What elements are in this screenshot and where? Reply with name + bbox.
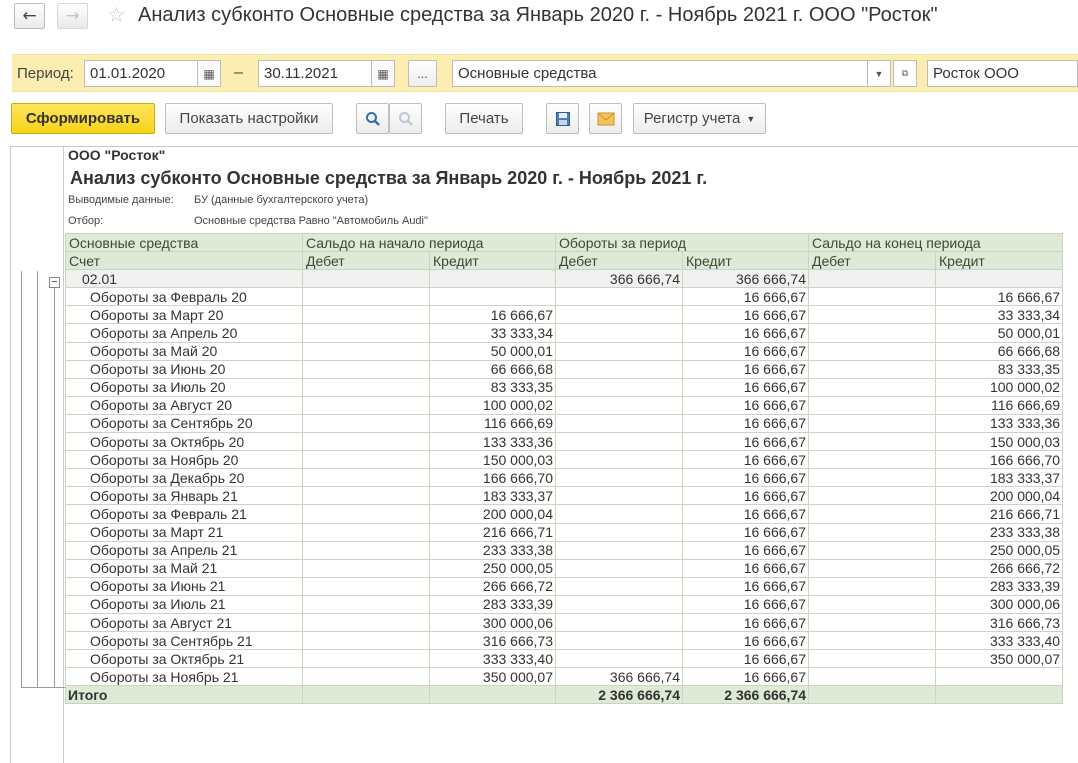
row-value-ec: 66 666,68 <box>936 342 1063 360</box>
row-value-td <box>556 469 683 487</box>
row-period-name: Обороты за Июль 21 <box>66 595 303 613</box>
table-row[interactable] <box>66 559 1063 577</box>
row-value-tc: 16 666,67 <box>683 541 809 559</box>
row-value-sd <box>303 559 430 577</box>
table-row[interactable] <box>66 360 1063 378</box>
row-value-tc: 16 666,67 <box>683 451 809 469</box>
organization-input[interactable]: Росток ООО <box>927 60 1078 87</box>
row-value-ed <box>809 559 936 577</box>
row-value-ed <box>809 487 936 505</box>
cell <box>936 686 1063 704</box>
output-label: Выводимые данные: <box>68 194 174 206</box>
back-button[interactable] <box>14 3 45 29</box>
table-row[interactable] <box>66 595 1063 613</box>
row-value-sd <box>303 595 430 613</box>
row-period-name: Обороты за Декабрь 20 <box>66 469 303 487</box>
table-row[interactable] <box>66 414 1063 432</box>
row-value-tc: 16 666,67 <box>683 523 809 541</box>
row-value-td <box>556 523 683 541</box>
report-sheet[interactable] <box>10 146 1078 763</box>
row-period-name: Обороты за Август 20 <box>66 396 303 414</box>
table-row[interactable] <box>66 668 1063 686</box>
group-turn-credit: 366 666,74 <box>683 270 809 288</box>
group-line <box>54 288 55 688</box>
row-value-sd <box>303 469 430 487</box>
row-value-ec: 133 333,36 <box>936 414 1063 432</box>
row-value-td <box>556 613 683 631</box>
calendar-icon: ▦ <box>203 66 215 81</box>
row-value-tc: 16 666,67 <box>683 306 809 324</box>
row-value-sc: 333 333,40 <box>430 650 556 668</box>
row-value-td <box>556 342 683 360</box>
row-value-ec: 233 333,38 <box>936 523 1063 541</box>
row-value-sc: 316 666,73 <box>430 632 556 650</box>
row-value-ed <box>809 541 936 559</box>
row-value-tc: 16 666,67 <box>683 632 809 650</box>
row-value-tc: 16 666,67 <box>683 396 809 414</box>
row-value-ec: 283 333,39 <box>936 577 1063 595</box>
row-value-sd <box>303 613 430 631</box>
row-value-ed <box>809 324 936 342</box>
row-value-tc: 16 666,67 <box>683 650 809 668</box>
row-value-ec: 350 000,07 <box>936 650 1063 668</box>
period-label: Период: <box>17 65 74 82</box>
register-label: Регистр учета <box>643 110 741 127</box>
calendar-from-button[interactable] <box>197 60 221 87</box>
period-dash: – <box>234 64 243 81</box>
row-value-ec: 200 000,04 <box>936 487 1063 505</box>
envelope-icon <box>597 112 615 126</box>
row-value-ec: 216 666,71 <box>936 505 1063 523</box>
table-row[interactable] <box>66 505 1063 523</box>
header-row-1 <box>66 234 1063 252</box>
row-value-sc: 200 000,04 <box>430 505 556 523</box>
row-value-td <box>556 360 683 378</box>
row-value-ec: 16 666,67 <box>936 288 1063 306</box>
row-value-ec: 150 000,03 <box>936 433 1063 451</box>
cancel-search-button[interactable] <box>389 103 422 134</box>
row-value-td <box>556 577 683 595</box>
row-period-name: Обороты за Июнь 20 <box>66 360 303 378</box>
row-value-sc <box>430 288 556 306</box>
row-value-sc: 300 000,06 <box>430 613 556 631</box>
row-value-sc: 233 333,38 <box>430 541 556 559</box>
row-value-sc: 83 333,35 <box>430 378 556 396</box>
col-header-turnover: Обороты за период <box>556 234 809 252</box>
chevron-down-icon: ▼ <box>746 113 756 124</box>
row-value-sd <box>303 433 430 451</box>
row-period-name: Обороты за Февраль 20 <box>66 288 303 306</box>
row-value-tc: 16 666,67 <box>683 577 809 595</box>
table-row[interactable] <box>66 613 1063 631</box>
row-value-sd <box>303 523 430 541</box>
row-value-sd <box>303 360 430 378</box>
row-value-sc: 16 666,67 <box>430 306 556 324</box>
row-value-sd <box>303 324 430 342</box>
row-value-td <box>556 650 683 668</box>
row-value-sc: 350 000,07 <box>430 668 556 686</box>
row-value-ed <box>809 632 936 650</box>
filter-bar <box>12 54 1078 92</box>
window-title: Анализ субконто Основные средства за Январь 2020 г. - Ноябрь 2021 г. ООО "Росток" <box>138 4 938 26</box>
table-row[interactable] <box>66 433 1063 451</box>
table-row[interactable] <box>66 632 1063 650</box>
row-value-sd <box>303 378 430 396</box>
table-row[interactable] <box>66 451 1063 469</box>
row-value-ed <box>809 668 936 686</box>
row-period-name: Обороты за Май 21 <box>66 559 303 577</box>
row-value-ec: 116 666,69 <box>936 396 1063 414</box>
total-row <box>66 686 1063 704</box>
row-value-tc: 16 666,67 <box>683 360 809 378</box>
group-line <box>21 271 22 688</box>
row-value-sd <box>303 306 430 324</box>
cell <box>430 686 556 704</box>
row-value-tc: 16 666,67 <box>683 378 809 396</box>
row-value-td <box>556 451 683 469</box>
group-account: 02.01 <box>66 270 303 288</box>
row-value-ec: 316 666,73 <box>936 613 1063 631</box>
row-value-sc: 183 333,37 <box>430 487 556 505</box>
search-button[interactable] <box>356 103 389 134</box>
row-value-sd <box>303 668 430 686</box>
row-value-tc: 16 666,67 <box>683 487 809 505</box>
col-header-credit: Кредит <box>936 252 1063 270</box>
col-header-debit: Дебет <box>809 252 936 270</box>
row-period-name: Обороты за Июнь 21 <box>66 577 303 595</box>
cancel-search-icon <box>398 111 414 127</box>
row-value-ed <box>809 414 936 432</box>
search-icon <box>365 111 381 127</box>
row-period-name: Обороты за Март 21 <box>66 523 303 541</box>
cell <box>303 270 430 288</box>
row-value-td <box>556 487 683 505</box>
subconto-dropdown-button[interactable] <box>867 60 891 87</box>
row-value-td <box>556 541 683 559</box>
title-bar <box>0 0 1078 32</box>
row-value-sc: 50 000,01 <box>430 342 556 360</box>
row-value-sc: 33 333,34 <box>430 324 556 342</box>
col-header-debit: Дебет <box>556 252 683 270</box>
row-value-sd <box>303 577 430 595</box>
table-row[interactable] <box>66 306 1063 324</box>
row-period-name: Обороты за Август 21 <box>66 613 303 631</box>
cell <box>809 270 936 288</box>
row-value-td <box>556 595 683 613</box>
row-period-name: Обороты за Ноябрь 20 <box>66 451 303 469</box>
table-row[interactable] <box>66 396 1063 414</box>
row-value-tc: 16 666,67 <box>683 324 809 342</box>
row-value-ec: 50 000,01 <box>936 324 1063 342</box>
row-value-ed <box>809 288 936 306</box>
total-turn-debit: 2 366 666,74 <box>556 686 683 704</box>
row-value-ec: 250 000,05 <box>936 541 1063 559</box>
row-value-ec <box>936 668 1063 686</box>
print-button[interactable]: Печать <box>445 103 523 134</box>
row-value-tc: 16 666,67 <box>683 559 809 577</box>
group-line <box>37 271 38 688</box>
row-value-tc: 16 666,67 <box>683 433 809 451</box>
row-value-ec: 83 333,35 <box>936 360 1063 378</box>
group-row[interactable] <box>66 270 1063 288</box>
calendar-to-button[interactable] <box>371 60 395 87</box>
row-value-td <box>556 306 683 324</box>
cell <box>303 686 430 704</box>
row-value-ed <box>809 613 936 631</box>
total-label: Итого <box>66 686 303 704</box>
col-header-credit: Кредит <box>683 252 809 270</box>
row-value-td <box>556 288 683 306</box>
table-row[interactable] <box>66 487 1063 505</box>
filter-label: Отбор: <box>68 215 104 227</box>
col-header-debit: Дебет <box>303 252 430 270</box>
table-row[interactable] <box>66 342 1063 360</box>
row-period-name: Обороты за Май 20 <box>66 342 303 360</box>
row-value-sd <box>303 342 430 360</box>
table-row[interactable] <box>66 650 1063 668</box>
output-value: БУ (данные бухгалтерского учета) <box>194 194 369 206</box>
row-period-name: Обороты за Сентябрь 21 <box>66 632 303 650</box>
row-value-td <box>556 433 683 451</box>
row-value-sd <box>303 288 430 306</box>
row-value-ed <box>809 342 936 360</box>
row-value-ed <box>809 469 936 487</box>
row-period-name: Обороты за Июль 20 <box>66 378 303 396</box>
row-value-ed <box>809 451 936 469</box>
row-value-sd <box>303 451 430 469</box>
row-value-sc: 66 666,68 <box>430 360 556 378</box>
row-value-td <box>556 559 683 577</box>
row-value-ed <box>809 523 936 541</box>
row-value-tc: 16 666,67 <box>683 595 809 613</box>
row-value-sd <box>303 414 430 432</box>
col-header-account: Счет <box>66 252 303 270</box>
subconto-select[interactable]: Основные средства <box>452 60 868 87</box>
row-value-ed <box>809 360 936 378</box>
row-value-sc: 250 000,05 <box>430 559 556 577</box>
cell <box>936 270 1063 288</box>
row-value-tc: 16 666,67 <box>683 668 809 686</box>
row-value-td <box>556 324 683 342</box>
row-value-sd <box>303 396 430 414</box>
row-period-name: Обороты за Январь 21 <box>66 487 303 505</box>
generate-button[interactable]: Сформировать <box>11 103 155 134</box>
command-bar <box>0 103 1078 136</box>
row-value-sc: 216 666,71 <box>430 523 556 541</box>
cell <box>809 686 936 704</box>
row-value-td <box>556 505 683 523</box>
row-value-ec: 33 333,34 <box>936 306 1063 324</box>
row-value-ec: 266 666,72 <box>936 559 1063 577</box>
row-value-td <box>556 414 683 432</box>
row-value-sd <box>303 487 430 505</box>
open-window-icon: ⧉ <box>901 68 909 78</box>
row-value-tc: 16 666,67 <box>683 414 809 432</box>
total-turn-credit: 2 366 666,74 <box>683 686 809 704</box>
row-value-ed <box>809 505 936 523</box>
row-value-td <box>556 396 683 414</box>
row-value-ed <box>809 650 936 668</box>
row-period-name: Обороты за Февраль 21 <box>66 505 303 523</box>
report-title: Анализ субконто Основные средства за Январь 2020 г. - Ноябрь 2021 г. <box>70 168 708 188</box>
row-value-sd <box>303 632 430 650</box>
row-value-ec: 333 333,40 <box>936 632 1063 650</box>
row-period-name: Обороты за Сентябрь 20 <box>66 414 303 432</box>
select-period-button[interactable]: ... <box>408 60 437 87</box>
row-period-name: Обороты за Ноябрь 21 <box>66 668 303 686</box>
row-value-sc: 150 000,03 <box>430 451 556 469</box>
star-icon[interactable]: ☆ <box>107 3 126 27</box>
row-value-td: 366 666,74 <box>556 668 683 686</box>
col-header-credit: Кредит <box>430 252 556 270</box>
row-value-tc: 16 666,67 <box>683 288 809 306</box>
table-row[interactable] <box>66 577 1063 595</box>
col-header-end-balance: Сальдо на конец периода <box>809 234 1063 252</box>
row-value-td <box>556 378 683 396</box>
grouping-gutter-divider <box>63 147 64 763</box>
row-period-name: Обороты за Октябрь 21 <box>66 650 303 668</box>
row-value-ed <box>809 378 936 396</box>
report-table <box>65 233 1063 704</box>
row-value-ec: 166 666,70 <box>936 451 1063 469</box>
row-value-ed <box>809 433 936 451</box>
col-header-asset: Основные средства <box>66 234 303 252</box>
calendar-icon: ▦ <box>377 66 389 81</box>
row-period-name: Обороты за Апрель 21 <box>66 541 303 559</box>
row-value-sd <box>303 505 430 523</box>
header-row-2 <box>66 252 1063 270</box>
chevron-down-icon: ▼ <box>874 68 884 79</box>
row-value-sc: 116 666,69 <box>430 414 556 432</box>
row-value-td <box>556 632 683 650</box>
row-value-sc: 283 333,39 <box>430 595 556 613</box>
forward-button[interactable] <box>57 3 88 29</box>
row-value-ed <box>809 595 936 613</box>
table-row[interactable] <box>66 288 1063 306</box>
row-value-ec: 183 333,37 <box>936 469 1063 487</box>
report-org: ООО "Росток" <box>68 147 166 163</box>
table-row[interactable] <box>66 378 1063 396</box>
row-value-tc: 16 666,67 <box>683 613 809 631</box>
group-turn-debit: 366 666,74 <box>556 270 683 288</box>
row-value-ed <box>809 577 936 595</box>
date-from-input[interactable]: 01.01.2020 <box>84 60 198 87</box>
row-value-sc: 166 666,70 <box>430 469 556 487</box>
table-row[interactable] <box>66 523 1063 541</box>
table-row[interactable] <box>66 541 1063 559</box>
save-button[interactable] <box>546 103 579 134</box>
row-value-ec: 300 000,06 <box>936 595 1063 613</box>
row-value-ed <box>809 396 936 414</box>
arrow-right-icon: → <box>65 6 80 26</box>
row-period-name: Обороты за Октябрь 20 <box>66 433 303 451</box>
row-value-sd <box>303 541 430 559</box>
row-value-tc: 16 666,67 <box>683 505 809 523</box>
row-value-sc: 266 666,72 <box>430 577 556 595</box>
save-icon <box>555 111 571 127</box>
row-value-tc: 16 666,67 <box>683 469 809 487</box>
row-value-sd <box>303 650 430 668</box>
show-settings-button[interactable]: Показать настройки <box>165 103 333 134</box>
row-value-ec: 100 000,02 <box>936 378 1063 396</box>
cell <box>430 270 556 288</box>
table-row[interactable] <box>66 324 1063 342</box>
row-value-sc: 100 000,02 <box>430 396 556 414</box>
open-subconto-button[interactable] <box>893 60 917 87</box>
row-value-sc: 133 333,36 <box>430 433 556 451</box>
email-button[interactable] <box>589 103 622 134</box>
row-period-name: Обороты за Апрель 20 <box>66 324 303 342</box>
date-to-input[interactable]: 30.11.2021 <box>258 60 372 87</box>
row-value-ed <box>809 306 936 324</box>
collapse-group-icon[interactable]: − <box>49 277 60 288</box>
table-row[interactable] <box>66 469 1063 487</box>
col-header-start-balance: Сальдо на начало периода <box>303 234 556 252</box>
row-period-name: Обороты за Март 20 <box>66 306 303 324</box>
arrow-left-icon: ← <box>22 6 37 26</box>
register-menu-button[interactable] <box>633 103 766 134</box>
group-line <box>21 687 66 688</box>
filter-value: Основные средства Равно "Автомобиль Audi" <box>194 215 428 227</box>
row-value-tc: 16 666,67 <box>683 342 809 360</box>
